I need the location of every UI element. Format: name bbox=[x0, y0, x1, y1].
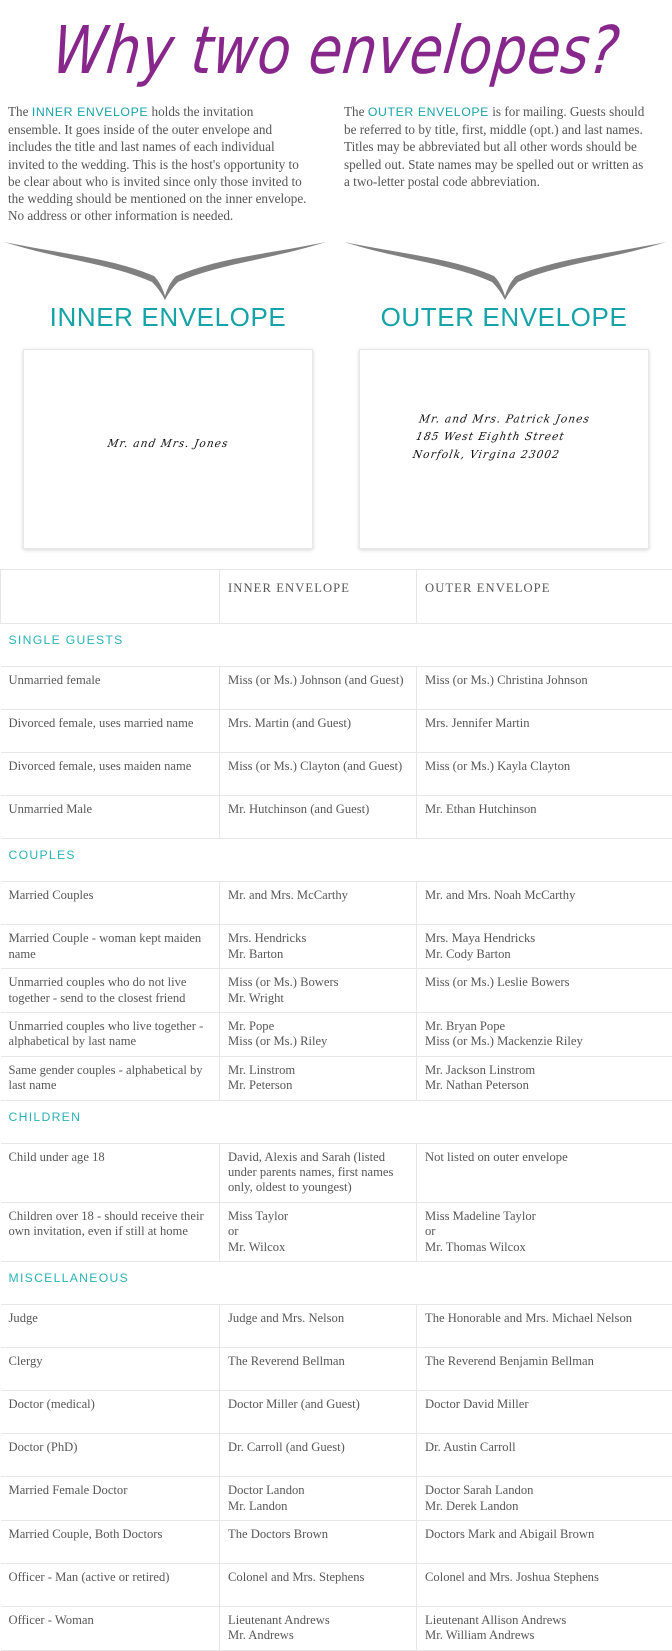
outer-envelope-slot bbox=[336, 349, 672, 549]
inner-envelope-text: Mr. Hutchinson (and Guest) bbox=[228, 802, 408, 817]
outer-envelope-cell bbox=[417, 1056, 672, 1100]
outer-envelope-cell bbox=[417, 1348, 672, 1391]
inner-envelope-text: Miss (or Ms.) Johnson (and Guest) bbox=[228, 673, 408, 688]
table-row bbox=[1, 1348, 672, 1391]
guest-category-cell bbox=[1, 1391, 220, 1434]
table-row bbox=[1, 667, 672, 710]
outer-envelope-cell bbox=[417, 969, 672, 1013]
guest-category-cell bbox=[1, 925, 220, 969]
guest-category-text: Doctor (PhD) bbox=[9, 1440, 212, 1455]
flourish-divider-row bbox=[0, 238, 672, 300]
table-header-blank bbox=[1, 570, 220, 624]
inner-envelope-text: Mr. Wright bbox=[228, 991, 408, 1006]
outer-envelope-text: Mr. Thomas Wilcox bbox=[425, 1240, 665, 1255]
outer-envelope-text: Colonel and Mrs. Joshua Stephens bbox=[425, 1570, 665, 1585]
inner-envelope-cell bbox=[220, 796, 417, 839]
page-title: Why two envelopes? bbox=[49, 18, 622, 84]
inner-envelope-address bbox=[22, 436, 313, 454]
outer-envelope-cell bbox=[417, 1477, 672, 1521]
table-header-outer-envelope: OUTER ENVELOPE bbox=[417, 570, 672, 624]
guest-category-cell bbox=[1, 882, 220, 925]
guest-category-text: Officer - Man (active or retired) bbox=[9, 1570, 212, 1585]
inner-envelope-cell bbox=[220, 1143, 417, 1202]
inner-envelope-cell bbox=[220, 1202, 417, 1261]
guest-category-cell bbox=[1, 1056, 220, 1100]
section-label: SINGLE GUESTS bbox=[9, 633, 124, 647]
inner-envelope-card bbox=[23, 349, 313, 549]
inner-envelope-text: Mrs. Martin (and Guest) bbox=[228, 716, 408, 731]
inner-envelope-text: Mrs. Hendricks bbox=[228, 931, 408, 946]
section-label: COUPLES bbox=[9, 848, 76, 862]
inner-envelope-text: Doctor Landon bbox=[228, 1483, 408, 1498]
guest-category-cell bbox=[1, 1477, 220, 1521]
table-row bbox=[1, 1143, 672, 1202]
inner-envelope-text: or bbox=[228, 1224, 408, 1239]
intro-paragraph-inner bbox=[0, 103, 336, 224]
outer-envelope-text: Mr. Jackson Linstrom bbox=[425, 1063, 665, 1078]
table-row bbox=[1, 925, 672, 969]
inner-envelope-text: Judge and Mrs. Nelson bbox=[228, 1311, 408, 1326]
inner-envelope-text: Mr. Pope bbox=[228, 1019, 408, 1034]
flourish-arrow-right-icon bbox=[342, 238, 668, 300]
guest-category-cell bbox=[1, 969, 220, 1013]
outer-envelope-text: Mrs. Jennifer Martin bbox=[425, 716, 665, 731]
envelope-examples bbox=[0, 349, 672, 549]
guest-category-cell bbox=[1, 1563, 220, 1606]
outer-envelope-cell bbox=[417, 753, 672, 796]
outer-envelope-keyword: OUTER ENVELOPE bbox=[368, 105, 489, 119]
guest-category-cell bbox=[1, 1348, 220, 1391]
section-label: CHILDREN bbox=[9, 1110, 82, 1124]
outer-envelope-card bbox=[359, 349, 649, 549]
inner-envelope-cell bbox=[220, 1348, 417, 1391]
outer-envelope-address-line: Norfolk, Virgina 23002 bbox=[411, 447, 585, 465]
guest-category-text: Married Couple, Both Doctors bbox=[9, 1527, 212, 1542]
outer-envelope-cell bbox=[417, 1202, 672, 1261]
outer-envelope-text: or bbox=[425, 1224, 665, 1239]
table-row bbox=[1, 1520, 672, 1563]
inner-envelope-cell bbox=[220, 1434, 417, 1477]
inner-envelope-text: Miss (or Ms.) Clayton (and Guest) bbox=[228, 759, 408, 774]
inner-envelope-cell bbox=[220, 710, 417, 753]
inner-envelope-text: Miss (or Ms.) Bowers bbox=[228, 975, 408, 990]
flourish-arrow-left-icon bbox=[2, 238, 328, 300]
table-row bbox=[1, 1606, 672, 1650]
inner-envelope-text: David, Alexis and Sarah (listed under parents names, first names only, oldest to youngest) bbox=[228, 1150, 408, 1196]
inner-envelope-slot bbox=[0, 349, 336, 549]
guest-category-text: Officer - Woman bbox=[9, 1613, 212, 1628]
inner-envelope-cell bbox=[220, 969, 417, 1013]
outer-envelope-cell bbox=[417, 710, 672, 753]
guest-category-text: Judge bbox=[9, 1311, 212, 1326]
outer-envelope-cell bbox=[417, 1606, 672, 1650]
table-row bbox=[1, 882, 672, 925]
outer-envelope-address-line: 185 West Eighth Street bbox=[414, 429, 588, 447]
guest-category-cell bbox=[1, 753, 220, 796]
addressing-guide-table-wrap bbox=[0, 569, 672, 1650]
intro-body-inner: holds the invitation ensemble. It goes inside of the outer envelope and includes the title and last names of each individual invited to the wedding. This is the host's opportunity to be clear about who is invited since only those invited to the wedding should be mentioned on the inner envelope. No address or other information is needed. bbox=[8, 104, 306, 223]
inner-envelope-cell bbox=[220, 1606, 417, 1650]
inner-envelope-text: Mr. Peterson bbox=[228, 1078, 408, 1093]
guest-category-text: Unmarried female bbox=[9, 673, 212, 688]
guest-category-text: Unmarried couples who do not live together - send to the closest friend bbox=[9, 975, 212, 1006]
table-section-row bbox=[1, 1100, 672, 1143]
inner-envelope-text: Mr. Linstrom bbox=[228, 1063, 408, 1078]
addressing-guide-table bbox=[0, 569, 672, 1650]
table-row bbox=[1, 1056, 672, 1100]
outer-envelope-text: Doctor David Miller bbox=[425, 1397, 665, 1412]
guest-category-text: Married Female Doctor bbox=[9, 1483, 212, 1498]
inner-envelope-text: Colonel and Mrs. Stephens bbox=[228, 1570, 408, 1585]
table-row bbox=[1, 1563, 672, 1606]
outer-envelope-text: Not listed on outer envelope bbox=[425, 1150, 665, 1165]
outer-envelope-text: Mr. Bryan Pope bbox=[425, 1019, 665, 1034]
guest-category-text: Doctor (medical) bbox=[9, 1397, 212, 1412]
intro-lead-inner: The bbox=[8, 104, 32, 119]
table-section-header bbox=[1, 839, 672, 882]
table-row bbox=[1, 796, 672, 839]
guest-category-text: Clergy bbox=[9, 1354, 212, 1369]
intro-section bbox=[0, 95, 672, 224]
inner-envelope-cell bbox=[220, 925, 417, 969]
guest-category-cell bbox=[1, 667, 220, 710]
inner-envelope-text: Mr. Wilcox bbox=[228, 1240, 408, 1255]
table-row bbox=[1, 1477, 672, 1521]
outer-envelope-text: Mrs. Maya Hendricks bbox=[425, 931, 665, 946]
outer-envelope-text: Mr. and Mrs. Noah McCarthy bbox=[425, 888, 665, 903]
inner-envelope-text: Mr. Barton bbox=[228, 947, 408, 962]
outer-envelope-text: Miss (or Ms.) Mackenzie Riley bbox=[425, 1034, 665, 1049]
guest-category-cell bbox=[1, 1202, 220, 1261]
outer-envelope-text: Miss (or Ms.) Christina Johnson bbox=[425, 673, 665, 688]
inner-envelope-cell bbox=[220, 1305, 417, 1348]
table-row bbox=[1, 1434, 672, 1477]
guest-category-text: Divorced female, uses maiden name bbox=[9, 759, 212, 774]
table-header-inner-envelope: INNER ENVELOPE bbox=[220, 570, 417, 624]
envelope-headings bbox=[0, 302, 672, 333]
table-section-row bbox=[1, 1262, 672, 1305]
guest-category-cell bbox=[1, 796, 220, 839]
outer-envelope-text: Miss (or Ms.) Kayla Clayton bbox=[425, 759, 665, 774]
table-section-header bbox=[1, 1100, 672, 1143]
outer-envelope-text: Mr. Derek Landon bbox=[425, 1499, 665, 1514]
inner-envelope-cell bbox=[220, 667, 417, 710]
inner-envelope-text: Doctor Miller (and Guest) bbox=[228, 1397, 408, 1412]
outer-envelope-text: Doctor Sarah Landon bbox=[425, 1483, 665, 1498]
intro-body-outer: is for mailing. Guests should be referred to by title, first, middle (opt.) and last names. Titles may be abbreviated but all other words should be spelled out. State names may be spelled out or written as a two-letter postal code abbreviation. bbox=[344, 104, 644, 189]
outer-envelope-text: The Honorable and Mrs. Michael Nelson bbox=[425, 1311, 665, 1326]
outer-envelope-address-line: Mr. and Mrs. Patrick Jones bbox=[418, 411, 592, 429]
guest-category-text: Unmarried couples who live together - alphabetical by last name bbox=[9, 1019, 212, 1050]
outer-envelope-text: Miss Madeline Taylor bbox=[425, 1209, 665, 1224]
inner-envelope-text: Miss Taylor bbox=[228, 1209, 408, 1224]
outer-envelope-text: Lieutenant Allison Andrews bbox=[425, 1613, 665, 1628]
inner-envelope-cell bbox=[220, 1391, 417, 1434]
outer-envelope-cell bbox=[417, 667, 672, 710]
outer-envelope-cell bbox=[417, 1563, 672, 1606]
inner-envelope-cell bbox=[220, 1013, 417, 1057]
table-row bbox=[1, 753, 672, 796]
guest-category-text: Married Couple - woman kept maiden name bbox=[9, 931, 212, 962]
table-row bbox=[1, 1013, 672, 1057]
guest-category-cell bbox=[1, 1013, 220, 1057]
guest-category-cell bbox=[1, 1305, 220, 1348]
inner-envelope-cell bbox=[220, 753, 417, 796]
inner-envelope-text: Miss (or Ms.) Riley bbox=[228, 1034, 408, 1049]
inner-envelope-cell bbox=[220, 882, 417, 925]
outer-envelope-cell bbox=[417, 1520, 672, 1563]
inner-envelope-keyword: INNER ENVELOPE bbox=[32, 105, 148, 119]
guest-category-cell bbox=[1, 710, 220, 753]
table-section-row bbox=[1, 839, 672, 882]
table-section-header bbox=[1, 624, 672, 667]
guest-category-cell bbox=[1, 1606, 220, 1650]
table-row bbox=[1, 1305, 672, 1348]
guest-category-cell bbox=[1, 1520, 220, 1563]
inner-envelope-address-line: Mr. and Mrs. Jones bbox=[22, 436, 313, 454]
guest-category-text: Unmarried Male bbox=[9, 802, 212, 817]
inner-envelope-text: The Doctors Brown bbox=[228, 1527, 408, 1542]
table-row bbox=[1, 710, 672, 753]
outer-envelope-text: Mr. William Andrews bbox=[425, 1628, 665, 1643]
outer-envelope-cell bbox=[417, 1434, 672, 1477]
guest-category-cell bbox=[1, 1434, 220, 1477]
outer-envelope-cell bbox=[417, 1143, 672, 1202]
table-row bbox=[1, 1391, 672, 1434]
outer-envelope-text: Doctors Mark and Abigail Brown bbox=[425, 1527, 665, 1542]
outer-envelope-heading: OUTER ENVELOPE bbox=[336, 302, 672, 333]
inner-envelope-text: Mr. and Mrs. McCarthy bbox=[228, 888, 408, 903]
title-banner bbox=[0, 0, 672, 95]
table-section-row bbox=[1, 624, 672, 667]
intro-paragraph-outer bbox=[336, 103, 672, 224]
guest-category-text: Divorced female, uses married name bbox=[9, 716, 212, 731]
inner-envelope-text: The Reverend Bellman bbox=[228, 1354, 408, 1369]
guest-category-text: Same gender couples - alphabetical by last name bbox=[9, 1063, 212, 1094]
outer-envelope-cell bbox=[417, 1305, 672, 1348]
inner-envelope-text: Mr. Landon bbox=[228, 1499, 408, 1514]
outer-envelope-cell bbox=[417, 796, 672, 839]
outer-envelope-text: Mr. Cody Barton bbox=[425, 947, 665, 962]
table-row bbox=[1, 1202, 672, 1261]
outer-envelope-cell bbox=[417, 882, 672, 925]
inner-envelope-cell bbox=[220, 1563, 417, 1606]
inner-envelope-text: Mr. Andrews bbox=[228, 1628, 408, 1643]
outer-envelope-cell bbox=[417, 925, 672, 969]
outer-envelope-text: Mr. Nathan Peterson bbox=[425, 1078, 665, 1093]
outer-envelope-text: Mr. Ethan Hutchinson bbox=[425, 802, 665, 817]
guest-category-text: Married Couples bbox=[9, 888, 212, 903]
outer-envelope-address bbox=[411, 411, 591, 465]
guest-category-cell bbox=[1, 1143, 220, 1202]
inner-envelope-cell bbox=[220, 1056, 417, 1100]
table-section-header bbox=[1, 1262, 672, 1305]
guest-category-text: Children over 18 - should receive their own invitation, even if still at home bbox=[9, 1209, 212, 1240]
guest-category-text: Child under age 18 bbox=[9, 1150, 212, 1165]
inner-envelope-text: Dr. Carroll (and Guest) bbox=[228, 1440, 408, 1455]
inner-envelope-cell bbox=[220, 1520, 417, 1563]
outer-envelope-cell bbox=[417, 1013, 672, 1057]
table-header-row bbox=[1, 570, 672, 624]
outer-envelope-text: Miss (or Ms.) Leslie Bowers bbox=[425, 975, 665, 990]
inner-envelope-text: Lieutenant Andrews bbox=[228, 1613, 408, 1628]
section-label: MISCELLANEOUS bbox=[9, 1271, 130, 1285]
inner-envelope-heading: INNER ENVELOPE bbox=[0, 302, 336, 333]
table-row bbox=[1, 969, 672, 1013]
inner-envelope-cell bbox=[220, 1477, 417, 1521]
intro-lead-outer: The bbox=[344, 104, 368, 119]
outer-envelope-text: The Reverend Benjamin Bellman bbox=[425, 1354, 665, 1369]
outer-envelope-text: Dr. Austin Carroll bbox=[425, 1440, 665, 1455]
outer-envelope-cell bbox=[417, 1391, 672, 1434]
